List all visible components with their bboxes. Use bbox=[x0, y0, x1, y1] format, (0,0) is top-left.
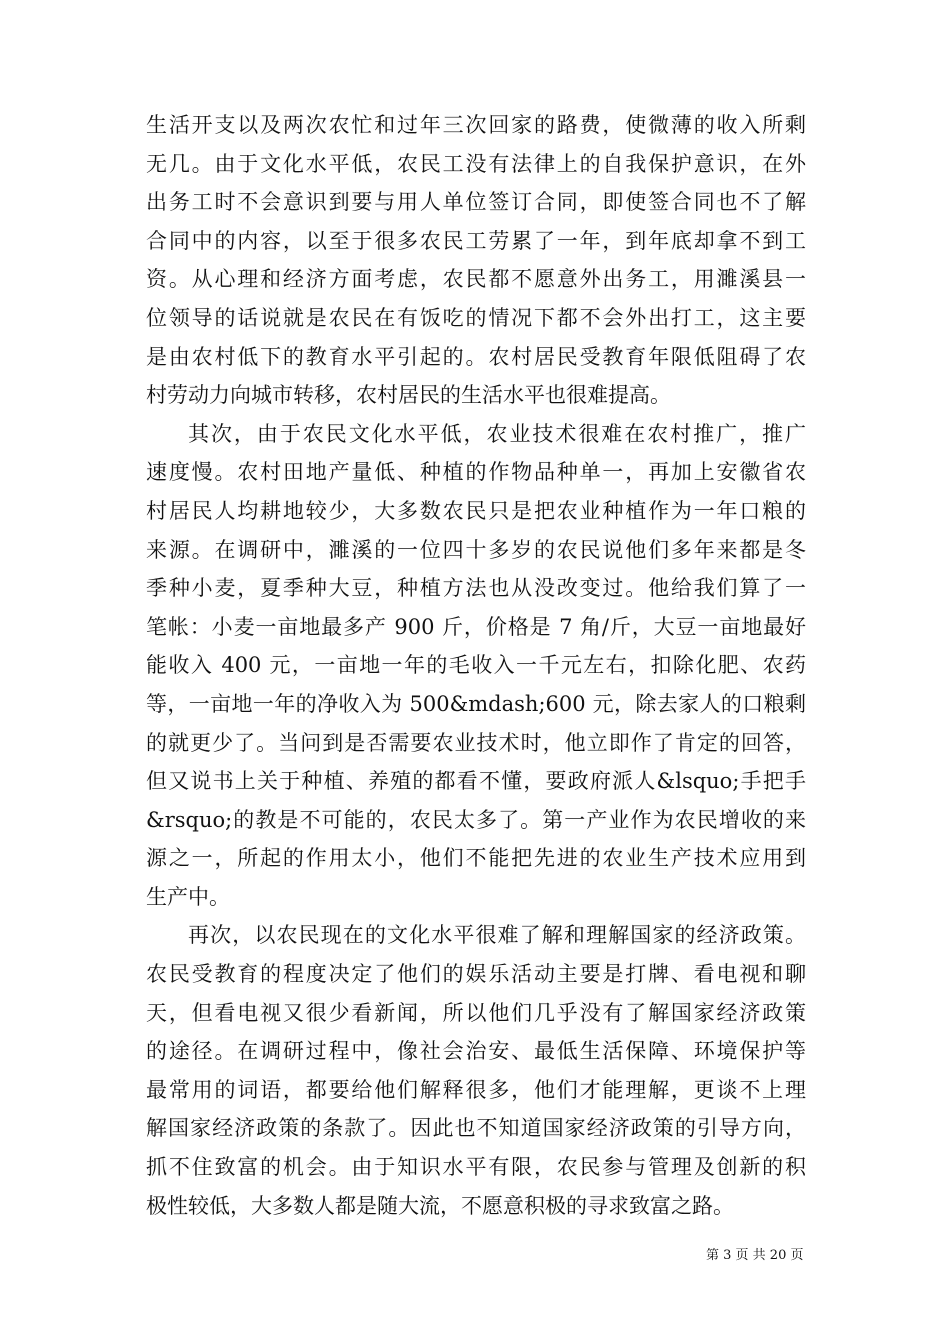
text-line: 的途径。在调研过程中，像社会治安、最低生活保障、环境保护等 bbox=[146, 1039, 806, 1064]
page-number: 第 3 页 共 20 页 bbox=[706, 1248, 804, 1263]
text-line: 资。从心理和经济方面考虑，农民都不愿意外出务工，用濉溪县一 bbox=[146, 267, 806, 292]
text-line: 最常用的词语，都要给他们解释很多，他们才能理解，更谈不上理 bbox=[146, 1077, 806, 1102]
text-line: 村劳动力向城市转移，农村居民的生活水平也很难提高。 bbox=[146, 383, 671, 408]
text-line: 极性较低，大多数人都是随大流，不愿意积极的寻求致富之路。 bbox=[146, 1193, 734, 1218]
text-line: 生活开支以及两次农忙和过年三次回家的路费，使微薄的收入所剩 bbox=[146, 113, 806, 137]
text-line: 生产中。 bbox=[146, 884, 230, 909]
text-line: 天，但看电视又很少看新闻，所以他们几乎没有了解国家经济政策 bbox=[146, 1000, 806, 1025]
text-line: 村居民人均耕地较少，大多数农民只是把农业种植作为一年口粮的 bbox=[146, 498, 806, 523]
text-line: 笔帐：小麦一亩地最多产 900 斤，价格是 7 角/斤，大豆一亩地最好 bbox=[146, 614, 806, 639]
text-line: &rsquo;的教是不可能的，农民太多了。第一产业作为农民增收的来 bbox=[146, 807, 806, 832]
text-line: 无几。由于文化水平低，农民工没有法律上的自我保护意识，在外 bbox=[146, 151, 806, 176]
paragraph bbox=[146, 106, 806, 415]
text-line: 源之一，所起的作用太小，他们不能把先进的农业生产技术应用到 bbox=[146, 846, 806, 871]
text-line: 农民受教育的程度决定了他们的娱乐活动主要是打牌、看电视和聊 bbox=[146, 962, 806, 987]
document-body bbox=[146, 106, 806, 1225]
paragraph bbox=[146, 916, 806, 1225]
text-line: 再次，以农民现在的文化水平很难了解和理解国家的经济政策。 bbox=[188, 923, 806, 948]
text-line: 但又说书上关于种植、养殖的都看不懂，要政府派人&lsquo;手把手 bbox=[146, 769, 806, 794]
text-line: 位领导的话说就是农民在有饭吃的情况下都不会外出打工，这主要 bbox=[146, 305, 806, 330]
text-line: 出务工时不会意识到要与用人单位签订合同，即使签合同也不了解 bbox=[146, 190, 806, 215]
text-line: 等，一亩地一年的净收入为 500&mdash;600 元，除去家人的口粮剩 bbox=[146, 691, 806, 716]
text-line: 是由农村低下的教育水平引起的。农村居民受教育年限低阻碍了农 bbox=[146, 344, 806, 369]
text-line: 合同中的内容，以至于很多农民工劳累了一年，到年底却拿不到工 bbox=[146, 228, 806, 253]
text-line: 抓不住致富的机会。由于知识水平有限，农民参与管理及创新的积 bbox=[146, 1155, 806, 1180]
text-line: 解国家经济政策的条款了。因此也不知道国家经济政策的引导方向， bbox=[146, 1116, 806, 1141]
text-line: 能收入 400 元，一亩地一年的毛收入一千元左右，扣除化肥、农药 bbox=[146, 653, 806, 678]
text-line: 季种小麦，夏季种大豆，种植方法也从没改变过。他给我们算了一 bbox=[146, 576, 806, 601]
text-line: 速度慢。农村田地产量低、种植的作物品种单一，再加上安徽省农 bbox=[146, 460, 806, 485]
text-line: 的就更少了。当问到是否需要农业技术时，他立即作了肯定的回答， bbox=[146, 730, 806, 755]
paragraph bbox=[146, 415, 806, 917]
text-line: 其次，由于农民文化水平低，农业技术很难在农村推广，推广 bbox=[188, 421, 806, 446]
text-line: 来源。在调研中，濉溪的一位四十多岁的农民说他们多年来都是冬 bbox=[146, 537, 806, 562]
